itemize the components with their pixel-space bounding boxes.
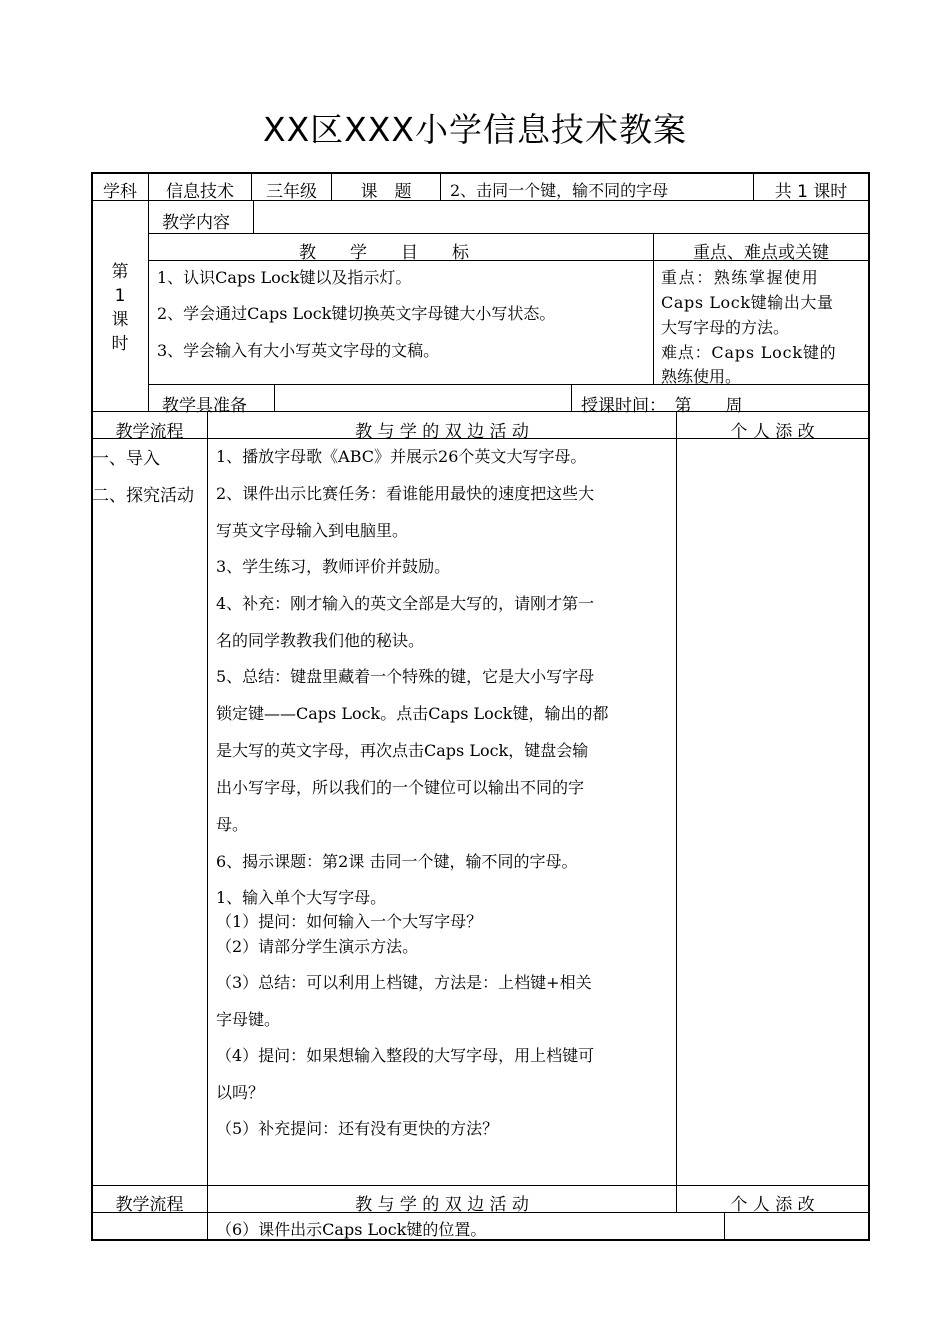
- session-label-char: 第: [111, 262, 129, 282]
- table-right-border: [868, 172, 870, 1241]
- row-divider: [92, 1185, 869, 1186]
- col-divider: [724, 1213, 725, 1240]
- activity-line: （2）请部分学生演示方法。: [216, 937, 419, 956]
- col-divider: [676, 412, 677, 1213]
- subject-label: 学科: [103, 182, 137, 202]
- activity-line: （4）提问：如果想输入整段的大写字母，用上档键可: [216, 1046, 595, 1065]
- notes-header-repeat: 个 人 添 改: [730, 1195, 815, 1215]
- goal-item: 1、认识Caps Lock键以及指示灯。: [157, 268, 412, 287]
- activity-line: 出小写字母，所以我们的一个键位可以输出不同的字: [216, 778, 585, 797]
- total-hours: 共 1 课时: [774, 182, 848, 202]
- activity-line: 以吗？: [216, 1083, 265, 1102]
- activity-line: 1、输入单个大写字母。: [216, 888, 387, 907]
- activity-line: 锁定键——Caps Lock。点击Caps Lock键，输出的都: [216, 704, 609, 723]
- notes-header: 个 人 添 改: [730, 422, 815, 442]
- content-label: 教学内容: [162, 213, 230, 233]
- activity-line: 母。: [216, 815, 249, 834]
- topic-label: 课 题: [360, 182, 412, 202]
- activity-line: （6）课件出示Caps Lock键的位置。: [216, 1220, 487, 1239]
- process-header-repeat: 教学流程: [115, 1195, 184, 1215]
- activity-line: 6、揭示课题：第2课 击同一个键，输不同的字母。: [216, 852, 578, 871]
- key-point-line: 重点：熟练掌握使用: [661, 268, 820, 287]
- col-divider: [207, 412, 208, 1241]
- activity-header-repeat: 教 与 学 的 双 边 活 动: [355, 1195, 529, 1215]
- goal-item: 3、学会输入有大小写英文字母的文稿。: [157, 341, 440, 360]
- key-point-line: 熟练使用。: [661, 367, 742, 386]
- col-divider: [571, 385, 572, 411]
- activity-line: 名的同学教教我们他的秘诀。: [216, 631, 425, 650]
- col-divider: [253, 201, 254, 233]
- activity-line: 2、课件出示比赛任务：看谁能用最快的速度把这些大: [216, 484, 595, 503]
- key-point-line: 难点：Caps Lock键的: [661, 343, 837, 362]
- process-header: 教学流程: [115, 422, 184, 442]
- topic-value: 2、击同一个键，输不同的字母: [450, 181, 669, 200]
- goal-item: 2、学会通过Caps Lock键切换英文字母键大小写状态。: [157, 304, 556, 323]
- key-points-header: 重点、难点或关键: [693, 243, 829, 263]
- session-label-char: 1: [114, 286, 126, 306]
- activity-line: 字母键。: [216, 1010, 281, 1029]
- activity-line: 写英文字母输入到电脑里。: [216, 521, 409, 540]
- grade-value: 三年级: [266, 182, 317, 202]
- activity-line: （3）总结：可以利用上档键，方法是：上档键+相关: [216, 973, 592, 992]
- key-point-line: Caps Lock键输出大量: [661, 293, 834, 312]
- session-label-char: 课: [111, 310, 129, 330]
- row-divider: [148, 233, 869, 234]
- activity-line: 1、播放字母歌《ABC》并展示26个英文大写字母。: [216, 447, 587, 466]
- col-divider: [148, 173, 149, 411]
- page-title: XX区XXX小学信息技术教案: [262, 110, 688, 149]
- process-step: 二、探究活动: [92, 486, 194, 506]
- col-divider: [440, 173, 441, 200]
- key-point-line: 大写字母的方法。: [661, 318, 790, 337]
- goals-header: 教 学 目 标: [299, 243, 469, 263]
- activity-line: 4、补充：刚才输入的英文全部是大写的，请刚才第一: [216, 594, 595, 613]
- session-label: [92, 260, 148, 356]
- row-divider: [148, 384, 869, 385]
- activity-line: 5、总结：键盘里藏着一个特殊的键，它是大小写字母: [216, 667, 595, 686]
- activity-line: 3、学生练习，教师评价并鼓励。: [216, 557, 451, 576]
- session-label-char: 时: [111, 334, 129, 354]
- subject-value: 信息技术: [166, 182, 234, 202]
- activity-line: （5）补充提问：还有没有更快的方法？: [216, 1119, 499, 1138]
- activity-line: 是大写的英文字母，再次点击Caps Lock，键盘会输: [216, 741, 589, 760]
- process-step: 一、导入: [92, 449, 160, 469]
- class-time-label: 授课时间： 第 周: [581, 396, 743, 416]
- activity-line: （1）提问：如何输入一个大写字母？: [216, 912, 483, 931]
- tools-label: 教学具准备: [162, 396, 247, 416]
- activity-header: 教 与 学 的 双 边 活 动: [355, 422, 529, 442]
- col-divider: [274, 385, 275, 411]
